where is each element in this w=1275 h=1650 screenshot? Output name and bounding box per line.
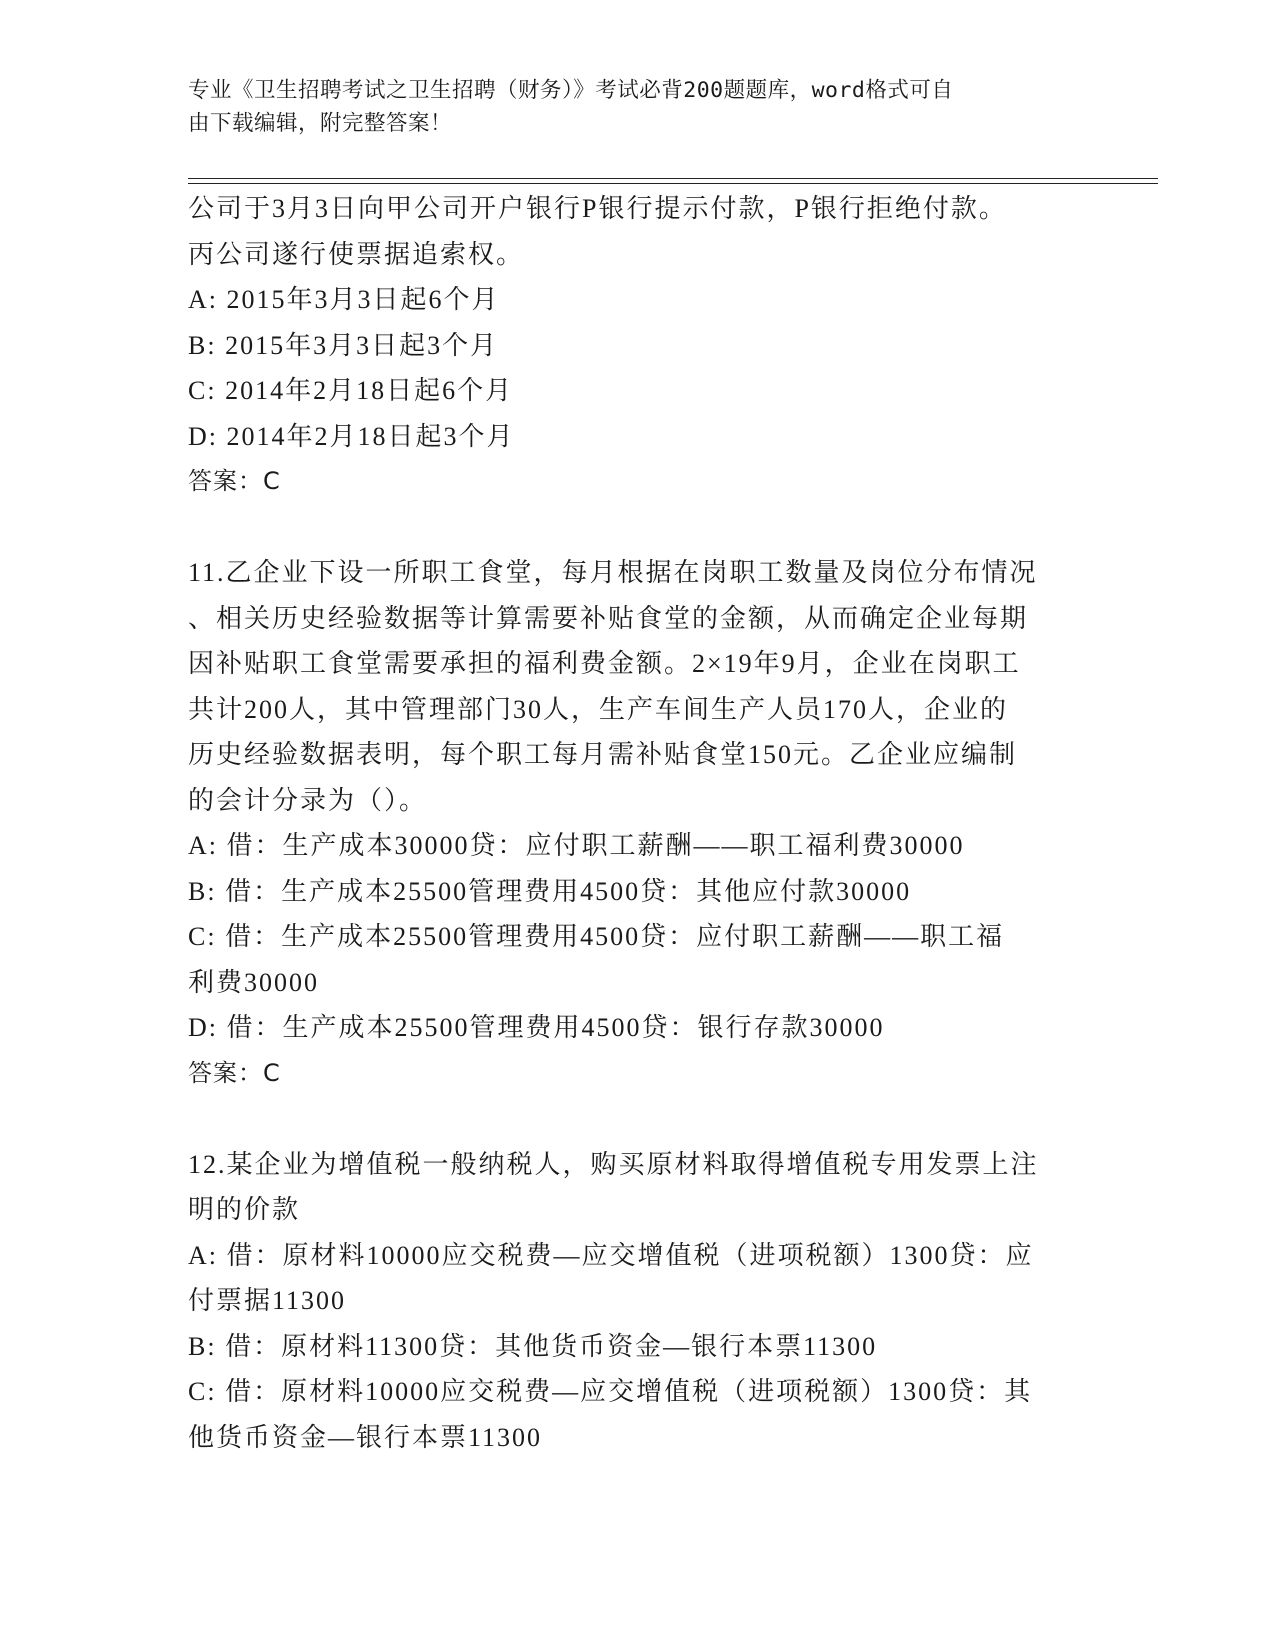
question-text-line: 共计200人，其中管理部门30人，生产车间生产人员170人，企业的 <box>188 694 1009 724</box>
question-text-line: 12.某企业为增值税一般纳税人，购买原材料取得增值税专用发票上注 <box>188 1149 1039 1179</box>
option-c-continued: 他货币资金—银行本票11300 <box>188 1422 543 1452</box>
question-text-line: 历史经验数据表明，每个职工每月需补贴食堂150元。乙企业应编制 <box>188 740 1018 769</box>
option-d: D: 借：生产成本25500管理费用4500贷：银行存款30000 <box>188 1013 885 1042</box>
question-text-line: 11.乙企业下设一所职工食堂，每月根据在岗职工数量及岗位分布情况 <box>188 558 1038 587</box>
option-a: A: 借：原材料10000应交税费—应交增值税（进项税额）1300贷：应 <box>188 1240 1034 1270</box>
option-c: C: 借：原材料10000应交税费—应交增值税（进项税额）1300贷：其 <box>188 1377 1033 1406</box>
header-divider-top <box>188 178 1158 179</box>
option-b: B: 借：生产成本25500管理费用4500贷：其他应付款30000 <box>188 876 912 906</box>
option-a-continued: 付票据11300 <box>188 1286 347 1315</box>
question-text-line: 公司于3月3日向甲公司开户银行P银行提示付款，P银行拒绝付款。 <box>188 194 1007 223</box>
option-b: B: 2015年3月3日起3个月 <box>188 330 499 360</box>
question-text-line: 丙公司遂行使票据追索权。 <box>188 239 525 269</box>
header-title-line-2: 由下载编辑，附完整答案！ <box>188 111 453 136</box>
option-a: A: 借：生产成本30000贷：应付职工薪酬——职工福利费30000 <box>188 831 965 860</box>
question-text-line: 的会计分录为（）。 <box>188 785 428 815</box>
question-10-tail <box>188 186 1088 505</box>
question-text-line: 、相关历史经验数据等计算需要补贴食堂的金额，从而确定企业每期 <box>188 603 1029 633</box>
option-d: D: 2014年2月18日起3个月 <box>188 421 515 451</box>
question-12 <box>188 1142 1088 1461</box>
answer-line: 答案：C <box>188 467 281 495</box>
page-header <box>188 74 1068 140</box>
option-c-continued: 利费30000 <box>188 967 320 997</box>
header-divider-bottom <box>188 183 1158 184</box>
document-body <box>188 186 1088 1460</box>
spacer <box>188 1096 1088 1142</box>
answer-line: 答案：C <box>188 1058 281 1087</box>
question-text-line: 明的价款 <box>188 1195 301 1224</box>
option-b: B: 借：原材料11300贷：其他货币资金—银行本票11300 <box>188 1331 878 1361</box>
option-c: C: 借：生产成本25500管理费用4500贷：应付职工薪酬——职工福 <box>188 922 1005 951</box>
option-a: A: 2015年3月3日起6个月 <box>188 285 500 314</box>
question-text-line: 因补贴职工食堂需要承担的福利费金额。2×19年9月，企业在岗职工 <box>188 649 1021 678</box>
question-11 <box>188 550 1088 1096</box>
header-title-line-1: 专业《卫生招聘考试之卫生招聘（财务）》考试必背200题题库，word格式可自 <box>188 78 954 103</box>
spacer <box>188 505 1088 551</box>
option-c: C: 2014年2月18日起6个月 <box>188 376 514 405</box>
